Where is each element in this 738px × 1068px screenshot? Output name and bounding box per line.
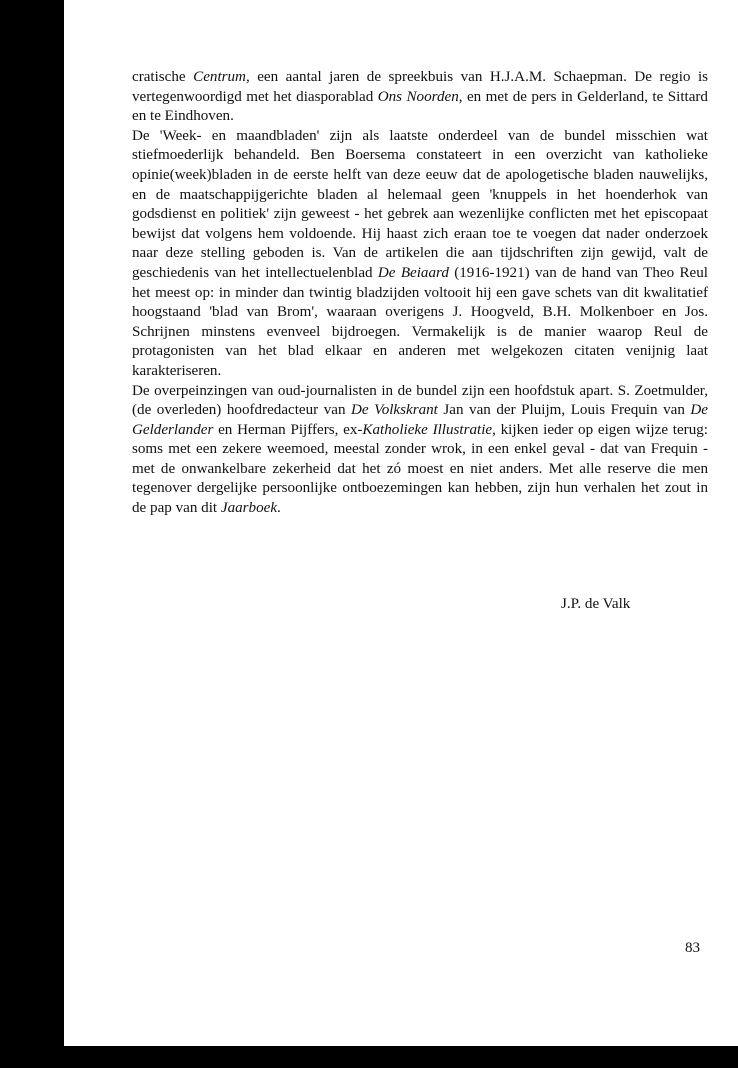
- text-run: , en met de pers in Gelderland, te Sittard en te Eindhoven.: [132, 88, 708, 125]
- italic-title: Ons Noorden: [377, 88, 459, 105]
- text-run: (1916-1921) van de hand van Theo Reul het meest op: in minder dan twintig bladzijden voltooit hij een gave schets van dit kwalitatief hoogstaand 'blad van Brom', waaraan overigens J. Hoogveld, B.H. Molkenboer en Jos. Schrijnen minstens evenveel bijdroegen. Vermakelijk is de manier waarop Reul de protagonisten van het blad elkaar en anderen met welgekozen citaten venijnig laat karakteriseren.: [132, 264, 708, 379]
- italic-title: Centrum: [193, 69, 246, 85]
- text-run: Jan van der Pluijm, Louis Frequin van: [437, 402, 691, 419]
- scan-border-left: [0, 0, 64, 1068]
- paragraph-1: [132, 68, 708, 127]
- scan-border-bottom: [0, 1046, 738, 1068]
- text-run: .: [277, 500, 281, 517]
- book-page: [64, 0, 738, 1046]
- text-run: De overpeinzingen van oud-journalisten in de bundel zijn een hoofdstuk apart. S. Zoetmulder, (de overleden) hoofdredacteur van: [132, 382, 708, 419]
- page-number: 83: [685, 940, 701, 956]
- italic-title: De Gelderlander: [132, 402, 708, 438]
- text-run: cratische: [132, 69, 194, 85]
- italic-title: De Volkskrant: [351, 402, 438, 419]
- body-text: [132, 68, 708, 519]
- italic-title: Katholieke Illustratie: [362, 421, 493, 438]
- text-run: en Herman Pijffers, ex-: [213, 421, 363, 438]
- paragraph-2: [132, 127, 708, 382]
- italic-title: Jaarboek: [220, 500, 278, 517]
- italic-title: De Beiaard: [377, 264, 449, 281]
- paragraph-3: [132, 382, 708, 519]
- author-signature: J.P. de Valk: [561, 596, 631, 612]
- text-run: , kijken ieder op eigen wijze terug: soms met een zekere weemoed, meestal zonder wrok, in een enkel geval - dat van Frequin - met de onwankelbare zekerheid dat het zó moest en niet anders. Met alle reserve die men tegenover dergelijke persoonlijke ontboezemingen kan hebben, zijn hun verhalen het zout in de pap van dit: [132, 421, 708, 517]
- text-run: , een aantal jaren de spreekbuis van H.J.A.M. Schaepman. De regio is vertegenwoordigd met het diasporablad: [132, 69, 709, 105]
- text-run: De 'Week- en maandbladen' zijn als laatste onderdeel van de bundel misschien wat stiefmoederlijk behandeld. Ben Boersema constateert in een overzicht van katholieke opinie(week)bladen in de eerste helft van deze eeuw dat de apologetische bladen nauwelijks, en de maatschappijgerichte bladen al helemaal geen 'knuppels in het hoenderhok van godsdienst en politiek' zijn geweest - het gebrek aan wezenlijke conflicten met het episcopaat bewijst dat volgens hem voldoende. Hij haast zich eraan toe te voegen dat nader onderzoek naar deze stelling geboden is. Van de artikelen die aan tijdschriften zijn gewijd, valt de geschiedenis van het intellectuelenblad: [132, 127, 708, 281]
